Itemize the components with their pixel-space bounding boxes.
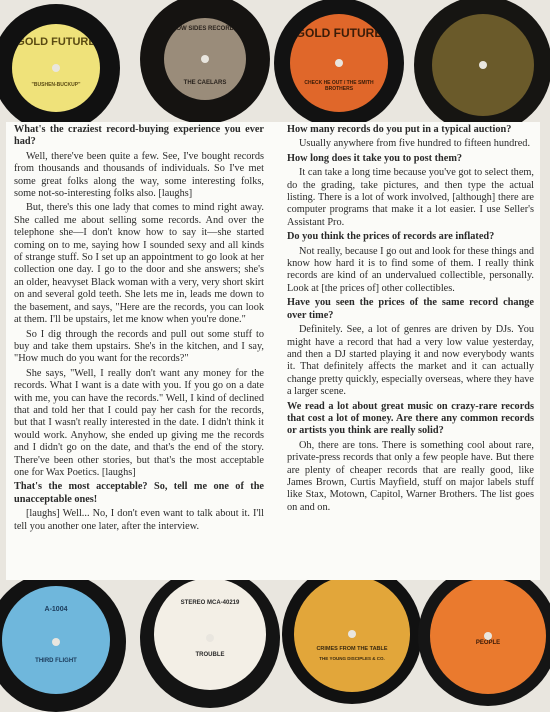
answer: Definitely. See, a lot of genres are driven by DJs. You might have a record that had a very low value yesterday, and then a DJ started playing it and now everybody wants it. That definitely affects the market and it can actually change pretty quickly, especially overseas, where they have a larger scene. xyxy=(287,324,534,398)
record-catalog: A-1004 xyxy=(44,606,68,613)
record-third-flight xyxy=(0,572,126,712)
answer: But, there's this one lady that comes to mind right away. She called me about selling some records. And over the telephone she—I don't know how to say it—she started coming on to me, saying how I sounded sexy and all kinds of strange stuff. So I set up an appointment to go look at her collection one day. I go to the door and she answers; she's an older, heavyset Black woman with a very, very short skirt on and several gold teeth. She lets me in, leads me down to the basement, and says, "Here are the records, you can look at them. I'll be upstairs, let me know when you're done." xyxy=(14,202,264,326)
record-artist: THE YOUNG DISCIPLES & CO. xyxy=(319,656,385,661)
record-brand: GOLD FUTURE xyxy=(16,36,96,48)
record-trouble xyxy=(140,568,280,708)
record-gold-future-right xyxy=(274,0,404,128)
record-title: TROUBLE xyxy=(195,652,225,658)
record-title: THIRD FLIGHT xyxy=(35,658,77,664)
right-column xyxy=(287,122,534,516)
answer: Oh, there are tons. There is something cool about rare, private-press records that only a few people have. But there are plenty of cheaper records that are really good, like James Brown, Curtis Mayfield, stuff on major labels stuff like Stax, Motown, Capitol, Warner Brothers. The list goes on and on. xyxy=(287,439,534,513)
question: How long does it take you to post them? xyxy=(287,152,463,164)
record-title: CRIMES FROM THE TABLE xyxy=(316,646,388,652)
record-gold-future-left xyxy=(0,4,120,132)
record-catalog: STEREO MCA-40219 xyxy=(180,600,240,606)
answer: So I dig through the records and pull out some stuff to buy and take them upstairs. She's in the kitchen, and I say, "How much do you want for the records?" xyxy=(14,328,264,365)
record-brand: GOLD FUTURE xyxy=(295,26,383,40)
question: How many records do you put in a typical auction? xyxy=(287,124,512,135)
question: That's the most acceptable? So, tell me one of the unacceptable ones! xyxy=(14,481,264,505)
record-dark-label xyxy=(414,0,550,134)
question: We read a lot about great music on crazy-rare records that cost a lot of money. Are there any common records or artists you think are really solid? xyxy=(287,400,534,437)
record-title: CHECK HE OUT / THE SMITH BROTHERS xyxy=(304,80,374,92)
question: Do you think the prices of records are inflated? xyxy=(287,231,495,243)
record-title: PEOPLE xyxy=(475,640,501,646)
record-crimes-from-the-table xyxy=(282,564,422,704)
record-title: THE CAELARS xyxy=(183,80,227,86)
question: What's the craziest record-buying experience you ever had? xyxy=(14,124,264,148)
answer: She says, "Well, I really don't want any money for the records. What I want is a date with you. If you go on a date with me, you can have the records." Well, I kind of declined that and told her that I could pay her cash for the records, but that I wasn't really interested in the date. I didn't think it would work. Anyhow, she ended up giving me the records and I didn't go on the date, and that's the end of the story. There've been other stories, but that's the most acceptable one for Wax Poetics. [laughs] xyxy=(14,367,264,478)
answer: [laughs] Well... No, I don't even want to talk about it. I'll tell you another one later, after the interview. xyxy=(14,508,264,532)
left-column xyxy=(14,122,264,535)
question: Have you seen the prices of the same record change over time? xyxy=(287,297,534,321)
record-now-sides xyxy=(140,0,270,124)
record-brand: NOW SIDES RECORDS xyxy=(171,26,238,32)
answer: It can take a long time because you've got to select them, do the grading, take pictures, and then type the actual listing. There is a lot of work involved, [although] there are computer programs that make it a lot easier. I use Seller's Assistant Pro. xyxy=(287,167,534,228)
answer: Well, there've been quite a few. See, I've bought records from thousands and thousands of individuals. So I've met some great folks along the way, some interesting folks, some not-so-interesting folks also. [laughs] xyxy=(14,150,264,200)
answer: Usually anywhere from five hundred to fifteen hundred. xyxy=(299,138,531,150)
answer: Not really, because I go out and look for these things and know how hard it is to find some of them. I really think records are kind of an undervalued collectible, personally. Look at [the prices of] other collectibles. xyxy=(287,245,534,294)
record-people xyxy=(418,566,550,706)
record-title: "BUSHEN-BUCKUP" xyxy=(31,82,81,88)
interview-page xyxy=(6,122,540,580)
